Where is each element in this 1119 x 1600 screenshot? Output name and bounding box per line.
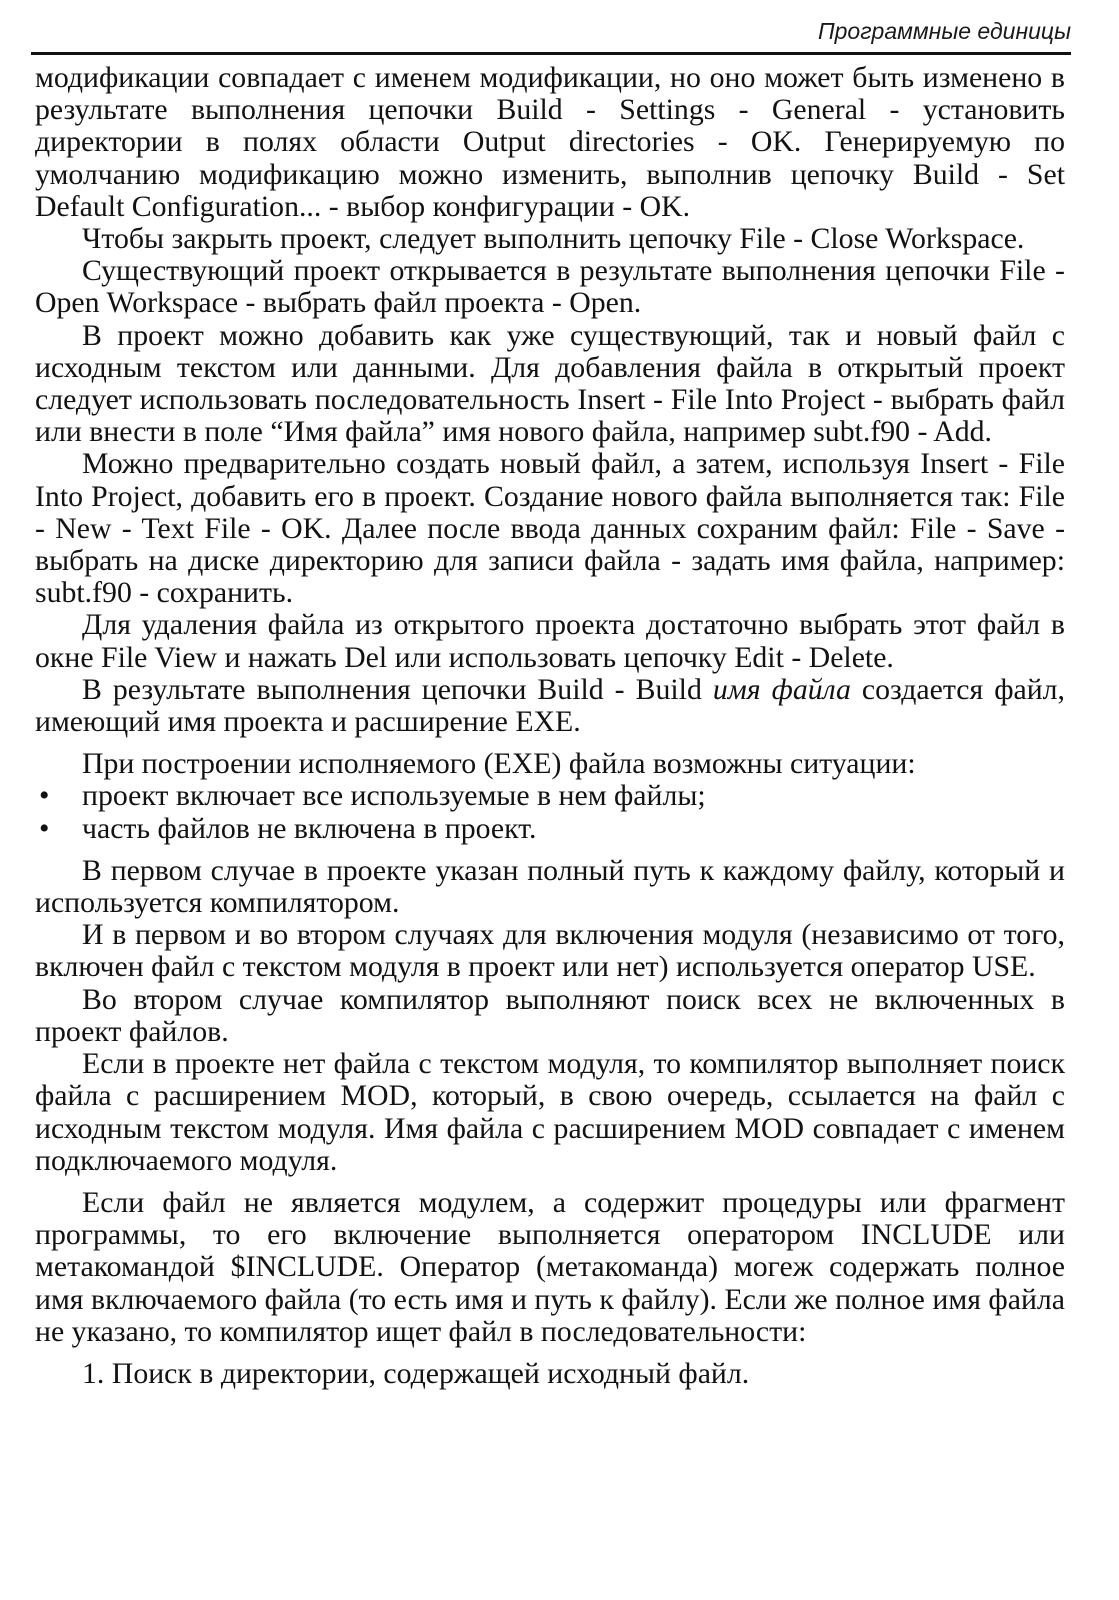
paragraph: Если в проекте нет файла с текстом модуля, то компилятор выполняет поиск файла с расширением MOD, который, в свою очередь, ссылается на файл с исходным текстом модуля. Имя файла с расширением MOD совпадает с именем подключаемого модуля. xyxy=(35,1047,1065,1177)
paragraph xyxy=(35,674,1065,738)
page-body xyxy=(35,62,1065,1390)
paragraph: Можно предварительно создать новый файл, а затем, используя Insert - File Into Project, добавить его в проект. Создание нового файла выполняется так: File - New - Text File - OK. Далее после ввода данных сохраним файл: File - Save - выбрать на диске директорию для записи файла - задать имя файла, например: subt.f90 - сохранить. xyxy=(35,447,1065,610)
paragraph-text: В результате выполнения цепочки Build - Build xyxy=(82,672,713,706)
running-title: Программные единицы xyxy=(817,18,1071,44)
paragraph: В проект можно добавить как уже существующий, так и новый файл с исходным текстом или данными. Для добавления файла в открытый проект следует использовать последовательность Insert - File Into Project - выбрать файл или внести в поле “Имя файла” имя нового файла, например subt.f90 - Add. xyxy=(35,318,1065,449)
page-header xyxy=(31,16,1071,55)
bullet-icon: • xyxy=(39,811,50,845)
paragraph: В первом случае в проекте указан полный путь к каждому файлу, который и используется компилятором. xyxy=(35,853,1065,920)
bullet-icon: • xyxy=(39,779,50,813)
paragraph: Для удаления файла из открытого проекта достаточно выбрать этот файл в окне File View и нажать Del или использовать цепочку Edit - Delete. xyxy=(35,608,1065,674)
list-item-text: часть файлов не включена в проект. xyxy=(82,811,537,845)
italic-term: имя файла xyxy=(712,672,851,706)
bullet-list xyxy=(35,780,1065,844)
paragraph: Существующий проект открывается в результате выполнения цепочки File - Open Workspace - выбрать файл проекта - Open. xyxy=(35,254,1065,320)
paragraph: Чтобы закрыть проект, следует выполнить цепочку File - Close Workspace. xyxy=(82,222,1025,256)
paragraph: И в первом и во втором случаях для включения модуля (независимо от того, включен файл с текстом модуля в проект или нет) используется оператор USE. xyxy=(35,918,1065,984)
list-item-text: проект включает все используемые в нем файлы; xyxy=(82,779,706,813)
list-item xyxy=(35,780,1065,812)
paragraph: модификации совпадает с именем модификации, но оно может быть изменено в результате выполнения цепочки Build - Settings - General - установить директории в полях области Output directories - OK. Генерируемую по умолчанию модификацию можно изменить, выполнив цепочку Build - Set Default Configuration... - выбор конфигурации - OK. xyxy=(35,61,1065,223)
paragraph: Во втором случае компилятор выполняют поиск всех не включенных в проект файлов. xyxy=(35,982,1065,1048)
paragraph: Если файл не является модулем, а содержит процедуры или фрагмент программы, то его включение выполняется оператором INCLUDE или метакомандой $INCLUDE. Оператор (метакоманда) могеж содержать полное имя включаемого файла (то есть имя и путь к файлу). Если же полное имя файла не указано, то компилятор ищет файл в последовательности: xyxy=(35,1185,1065,1348)
paragraph: При построении исполняемого (EXE) файла возможны ситуации: xyxy=(82,747,916,781)
numbered-list-item: 1. Поиск в директории, содержащей исходный файл. xyxy=(82,1356,750,1390)
list-item xyxy=(35,813,1065,845)
paragraph-text: создается файл, имеющий имя проекта и расширение EXE. xyxy=(35,672,1065,739)
